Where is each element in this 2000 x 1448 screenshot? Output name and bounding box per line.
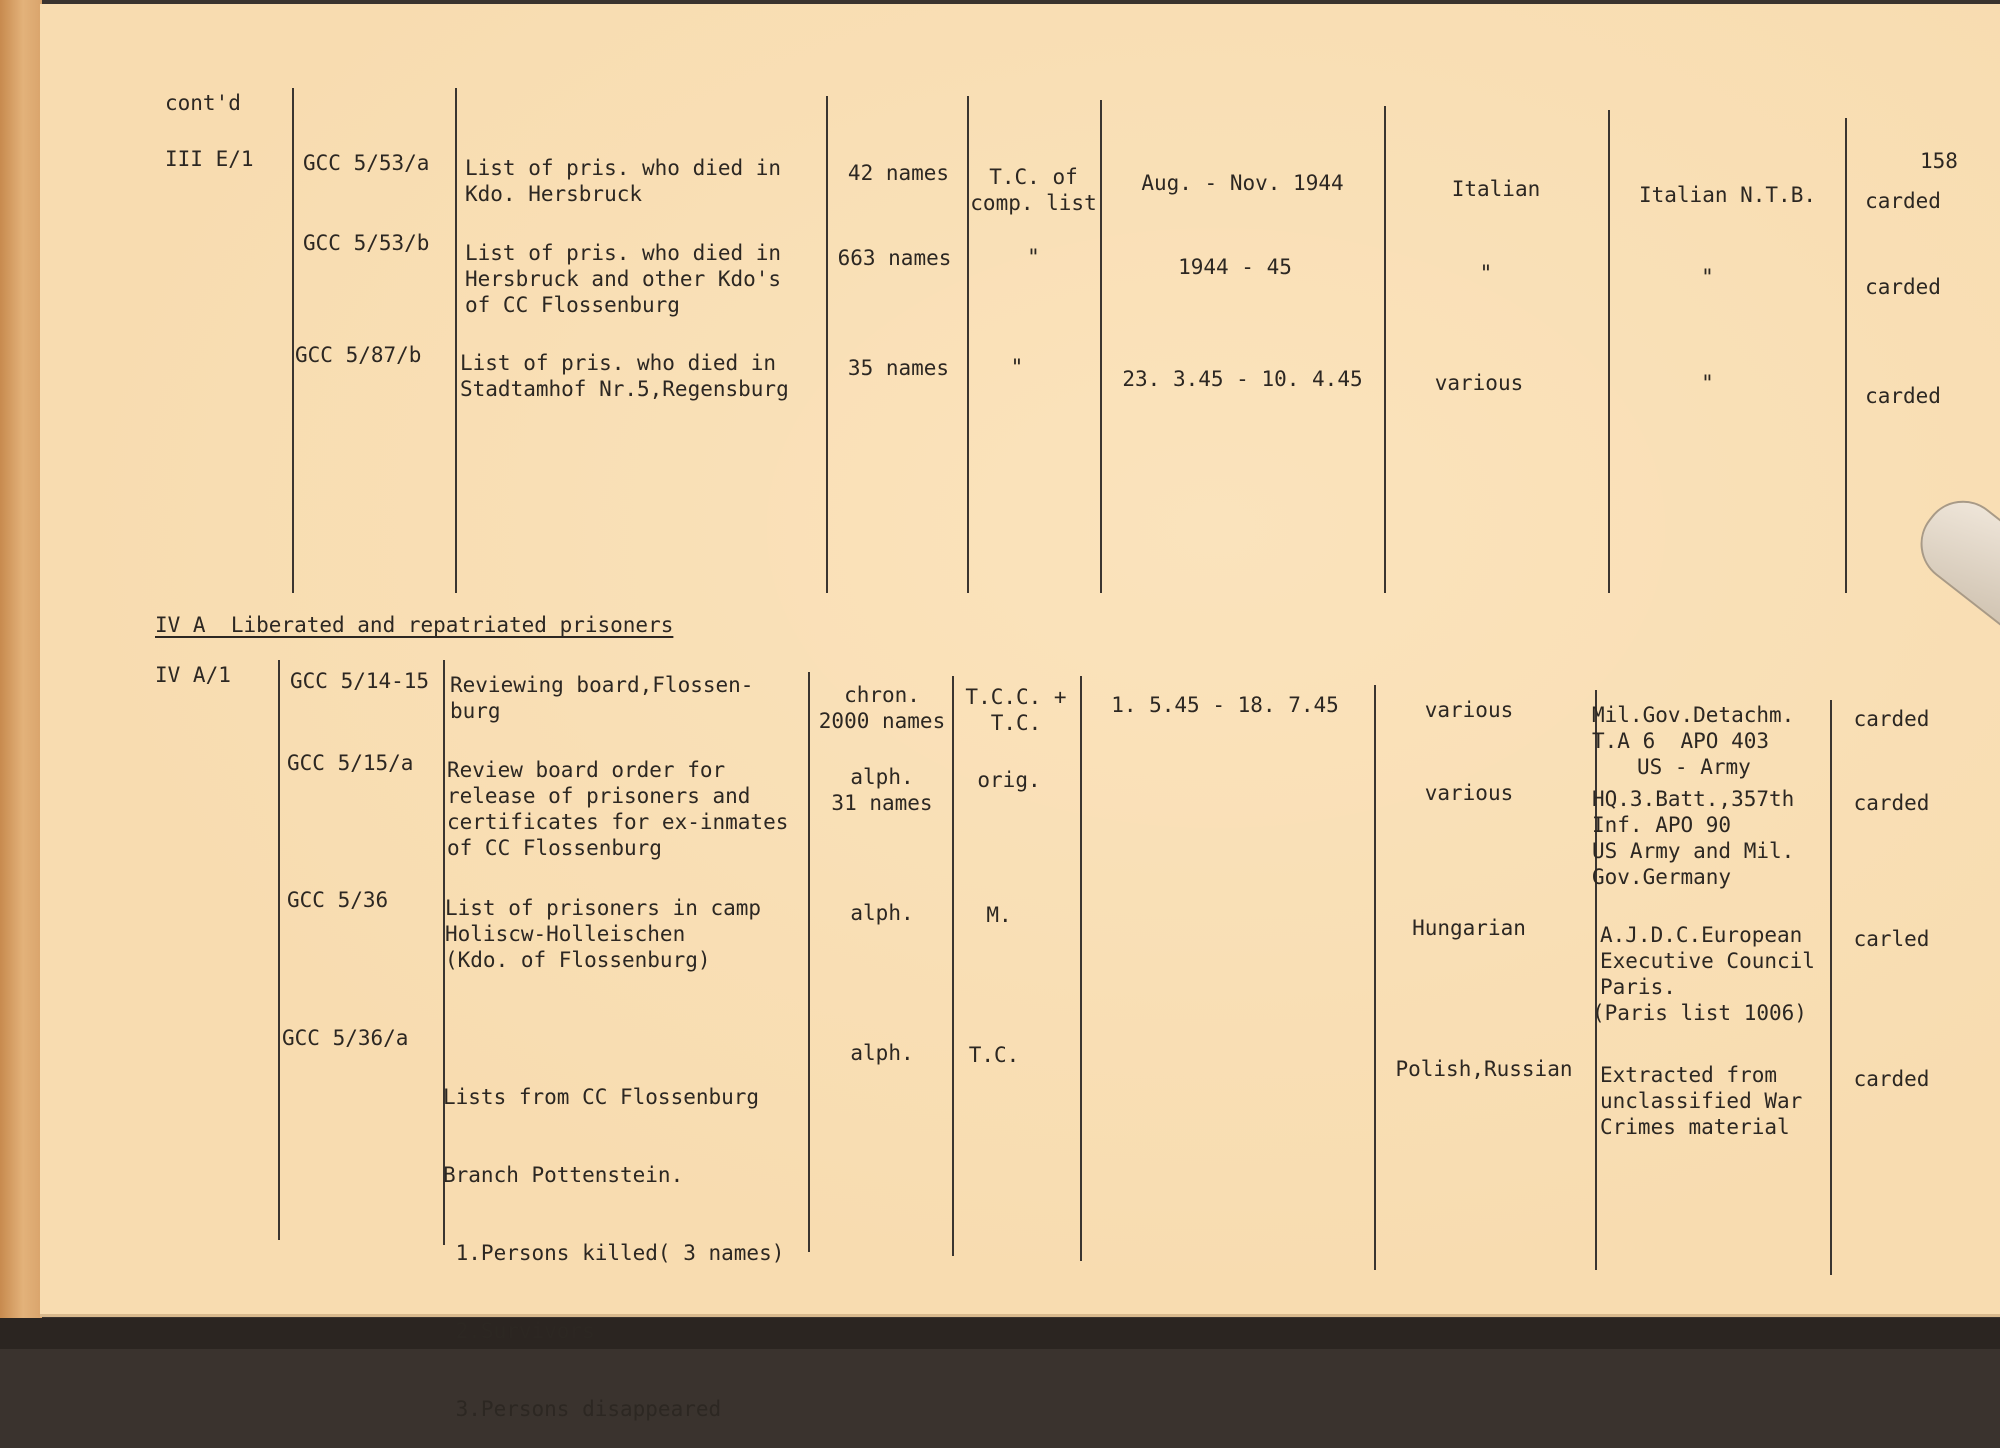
record-count: alph.: [850, 901, 914, 925]
record-dates: 23. 3.45 - 10. 4.45: [1122, 367, 1363, 391]
section-ref: III E/1: [165, 147, 254, 171]
contd-label: cont'd: [165, 91, 241, 115]
record-nationality: various: [1434, 371, 1524, 395]
record-type: T.C.: [968, 1043, 1020, 1067]
record-count: 35 names: [847, 356, 950, 380]
column-rule: [1830, 700, 1832, 1275]
record-nationality: ": [1479, 261, 1493, 285]
record-description: Review board order for release of prisoners and certificates for ex-inmates of CC Flossenburg: [447, 758, 789, 860]
column-rule: [1100, 100, 1102, 593]
record-description: List of prisoners in camp Holiscw-Holleischen (Kdo. of Flossenburg): [445, 896, 762, 972]
record-description: List of pris. who died in Stadtamhof Nr.5,Regensburg: [460, 351, 789, 401]
record-nationality: Polish,Russian: [1395, 1057, 1573, 1081]
record-status: carded: [1853, 1067, 1930, 1091]
gcc-ref: GCC 5/53/a: [303, 151, 430, 175]
gcc-ref: GCC 5/15/a: [287, 751, 414, 775]
record-status: carled: [1853, 927, 1930, 951]
record-type: T.C.C. + T.C.: [965, 685, 1067, 735]
record-count: alph. 31 names: [831, 765, 933, 815]
record-description: List of pris. who died in Hersbruck and other Kdo's of CC Flossenburg: [465, 241, 782, 317]
record-status: carded: [1865, 384, 1941, 408]
record-nationality: Italian: [1451, 177, 1541, 201]
section-ref: IV A/1: [155, 663, 231, 687]
record-status: carded: [1865, 189, 1941, 213]
column-rule: [952, 676, 954, 1256]
record-source: Mil.Gov.Detachm. T.A 6 APO 403 US - Army: [1592, 703, 1795, 779]
record-nationality: various: [1424, 698, 1514, 722]
record-type: ": [1027, 245, 1040, 269]
record-source: Extracted from unclassified War Crimes material: [1600, 1063, 1803, 1139]
page-number: 158: [1920, 149, 1958, 173]
record-count: 663 names: [837, 246, 952, 270]
gcc-ref: GCC 5/36/a: [282, 1026, 409, 1050]
record-type: T.C. of comp. list: [970, 165, 1097, 215]
column-rule: [1845, 118, 1847, 593]
column-rule: [1374, 685, 1376, 1270]
record-status: carded: [1853, 707, 1930, 731]
gcc-ref: GCC 5/53/b: [303, 231, 430, 255]
column-rule: [292, 88, 294, 593]
gcc-ref: GCC 5/36: [287, 888, 389, 912]
record-source: ": [1701, 265, 1714, 289]
column-rule: [808, 672, 810, 1252]
record-dates: 1944 - 45: [1178, 255, 1292, 279]
gcc-ref: GCC 5/14-15: [290, 669, 430, 693]
record-status: carded: [1853, 791, 1930, 815]
record-source: A.J.D.C.European Executive Council Paris. (Paris list 1006): [1592, 923, 1815, 1025]
record-source: ": [1701, 371, 1714, 395]
column-rule: [826, 96, 828, 593]
record-count: 42 names: [847, 161, 950, 185]
binding-edge: [0, 0, 42, 1349]
column-rule: [455, 88, 457, 593]
record-nationality: Hungarian: [1412, 916, 1526, 940]
record-count: chron. 2000 names: [818, 683, 946, 733]
record-type: M.: [986, 903, 1012, 927]
record-nationality: various: [1424, 781, 1514, 805]
record-type: orig.: [977, 768, 1041, 792]
record-source: Italian N.T.B.: [1638, 183, 1816, 207]
record-description: Reviewing board,Flossen- burg: [450, 673, 754, 723]
gcc-ref: GCC 5/87/b: [295, 343, 422, 367]
record-count: alph.: [850, 1041, 914, 1065]
column-rule: [1080, 676, 1082, 1261]
record-dates: 1. 5.45 - 18. 7.45: [1111, 693, 1339, 717]
record-description: List of pris. who died in Kdo. Hersbruck: [465, 156, 782, 206]
record-dates: Aug. - Nov. 1944: [1141, 171, 1344, 195]
column-rule: [278, 660, 280, 1240]
record-type: ": [1010, 355, 1024, 379]
record-source: HQ.3.Batt.,357th Inf. APO 90 US Army and Mil. Gov.Germany: [1592, 787, 1795, 889]
section-heading: IV A Liberated and repatriated prisoners: [155, 613, 674, 637]
record-status: carded: [1865, 275, 1941, 299]
background-strip: [0, 1318, 2000, 1349]
record-description: Lists from CC Flossenburg Branch Pottenstein. 1.Persons killed( 3 names) 2.Survivors 3.Persons disappeared: [443, 1085, 785, 1421]
